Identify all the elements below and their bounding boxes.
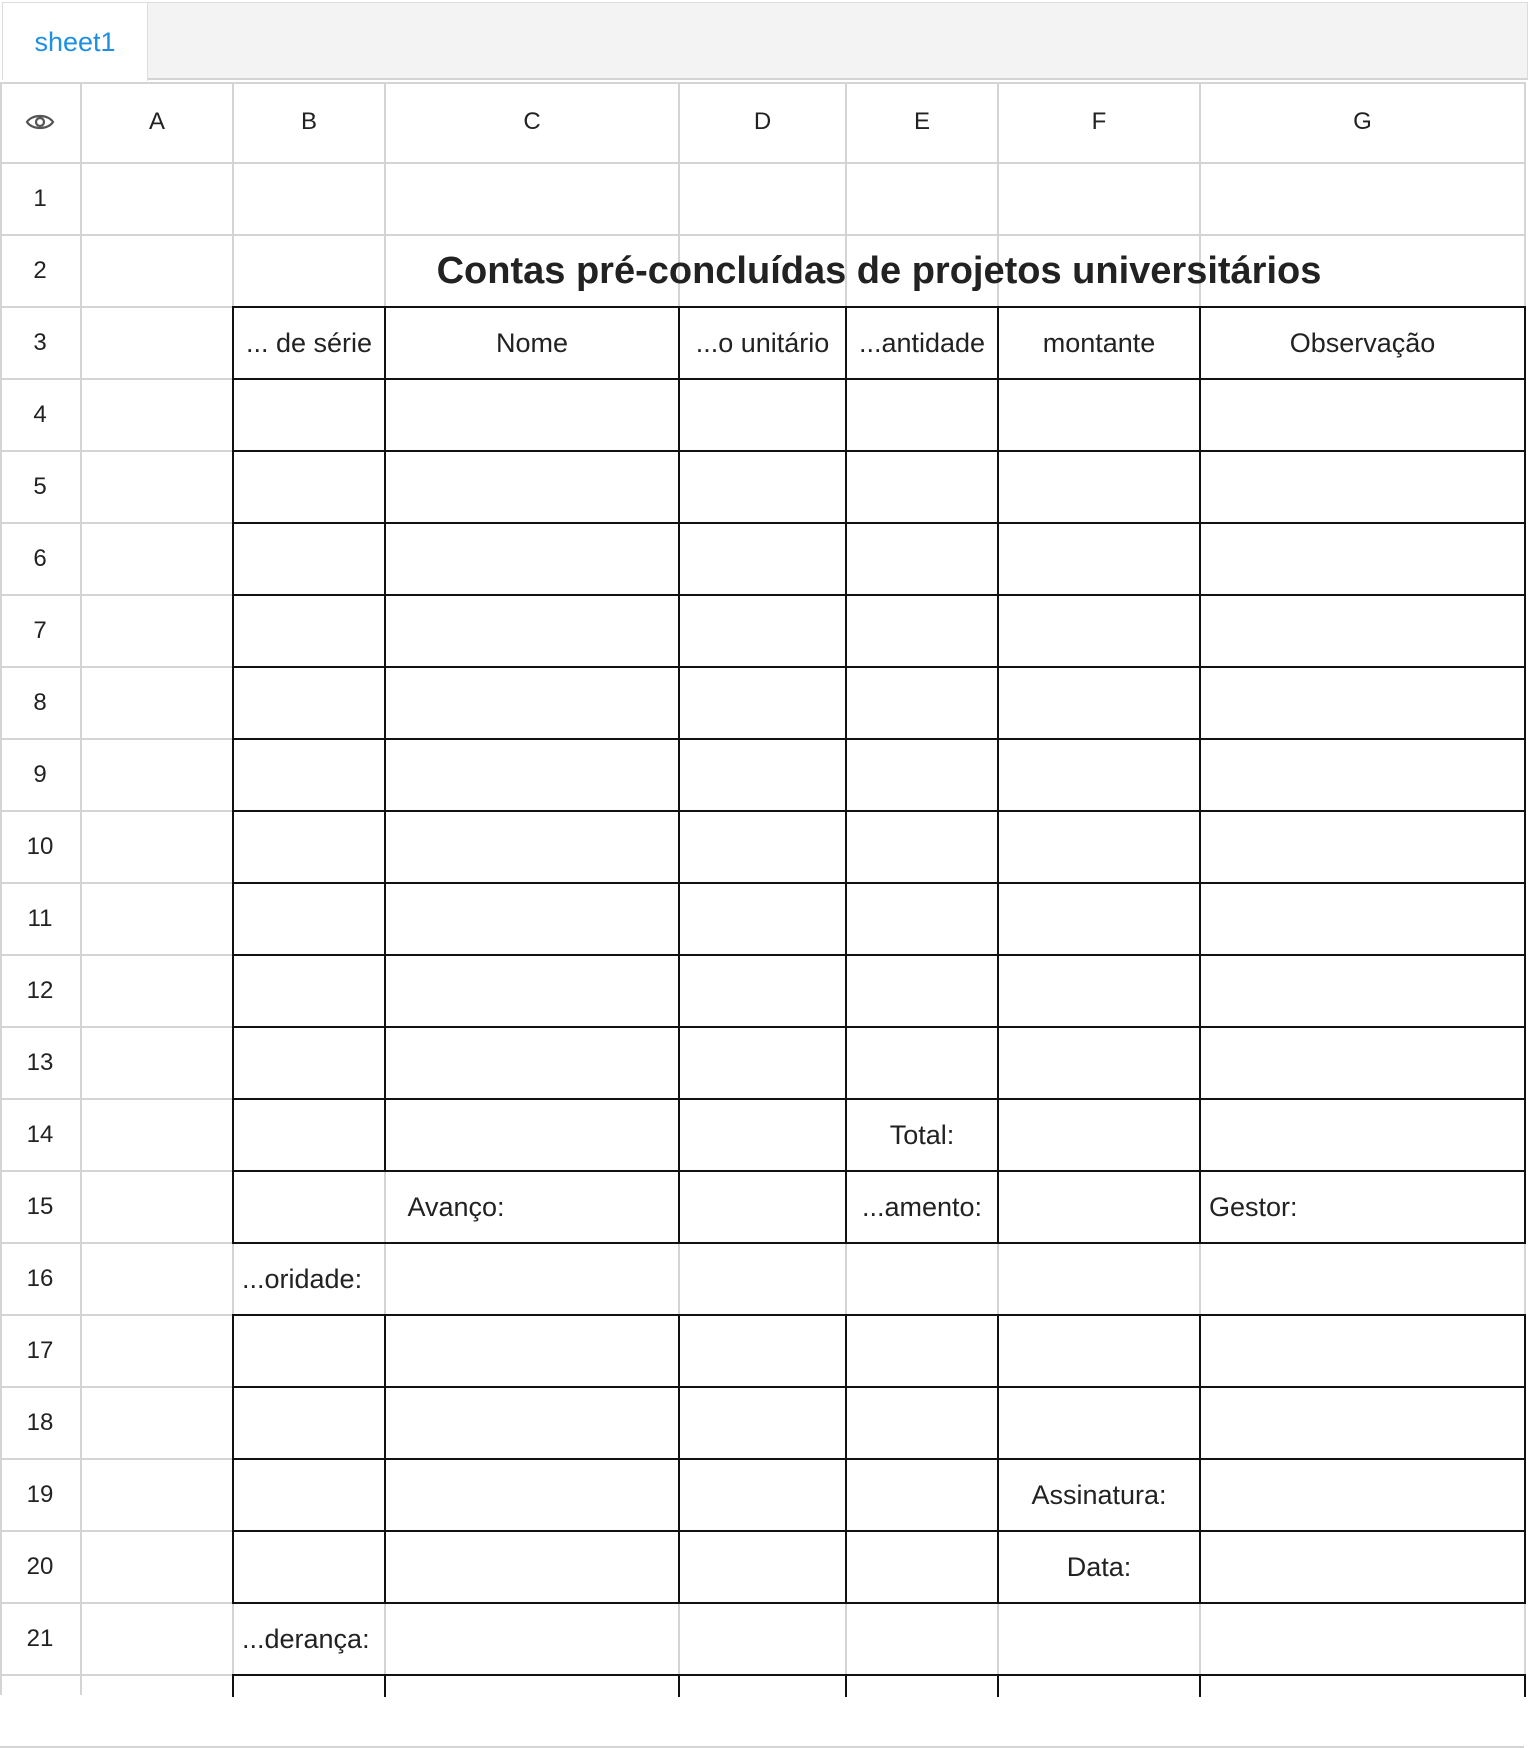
- row-header-16[interactable]: 16: [2, 1244, 78, 1314]
- table-border-v: [678, 306, 680, 1100]
- row-header-7[interactable]: 7: [2, 596, 78, 666]
- row-header-11[interactable]: 11: [2, 884, 78, 954]
- label-avanco[interactable]: Avanço:: [407, 1191, 505, 1222]
- grid-line-v: [80, 82, 82, 1695]
- table-border-v: [384, 306, 386, 1100]
- table-border-v: [997, 1674, 999, 1697]
- label-total[interactable]: Total:: [889, 1119, 955, 1150]
- row-header-20[interactable]: 20: [2, 1532, 78, 1602]
- label-lideranca[interactable]: ...derança:: [242, 1623, 370, 1654]
- column-header-g[interactable]: G: [1201, 84, 1524, 160]
- column-header-c[interactable]: C: [386, 84, 678, 160]
- row-header-14[interactable]: 14: [2, 1100, 78, 1170]
- row-header-13[interactable]: 13: [2, 1028, 78, 1098]
- header-observacao[interactable]: Observação: [1289, 327, 1436, 358]
- table-border-h: [232, 378, 1526, 380]
- table-border-h: [232, 1674, 1526, 1676]
- label-gestor[interactable]: Gestor:: [1209, 1191, 1298, 1222]
- row-header-9[interactable]: 9: [2, 740, 78, 810]
- table-border-h: [232, 1458, 1526, 1460]
- table-border-v: [1199, 1098, 1201, 1172]
- header-preco-unitario[interactable]: ...o unitário: [695, 327, 830, 358]
- row-header-6[interactable]: 6: [2, 524, 78, 594]
- table-border-v: [678, 1314, 680, 1604]
- table-border-h: [232, 594, 1526, 596]
- column-header-f[interactable]: F: [999, 84, 1199, 160]
- table-border-h: [232, 954, 1526, 956]
- table-border-h: [232, 1602, 1526, 1604]
- sheet-tab-sheet1[interactable]: sheet1: [3, 3, 148, 81]
- table-border-v: [678, 1170, 680, 1244]
- table-border-v: [845, 306, 847, 1100]
- eye-icon: [25, 112, 55, 132]
- table-border-h: [232, 1314, 1526, 1316]
- table-border-v: [384, 1314, 386, 1604]
- row-header-18[interactable]: 18: [2, 1388, 78, 1458]
- column-header-b[interactable]: B: [234, 84, 384, 160]
- toggle-visibility-button[interactable]: [0, 82, 80, 162]
- label-data[interactable]: Data:: [1066, 1551, 1132, 1582]
- column-header-e[interactable]: E: [847, 84, 997, 160]
- table-border-v: [845, 1674, 847, 1697]
- label-assinatura[interactable]: Assinatura:: [1031, 1479, 1167, 1510]
- row-header-4[interactable]: 4: [2, 380, 78, 450]
- header-nome[interactable]: Nome: [495, 327, 569, 358]
- row-header-3[interactable]: 3: [2, 308, 78, 378]
- column-header-a[interactable]: A: [82, 84, 232, 160]
- table-border-v: [1199, 1674, 1201, 1697]
- row-header-5[interactable]: 5: [2, 452, 78, 522]
- table-border-v: [1524, 1674, 1526, 1697]
- table-border-h: [232, 810, 1526, 812]
- table-border-v: [845, 1314, 847, 1604]
- row-header-19[interactable]: 19: [2, 1460, 78, 1530]
- table-border-h: [232, 1242, 1526, 1244]
- row-header-1[interactable]: 1: [2, 164, 78, 234]
- table-border-v: [1199, 1314, 1201, 1604]
- table-border-v: [678, 1674, 680, 1697]
- row-header-21[interactable]: 21: [2, 1604, 78, 1674]
- table-border-h: [232, 1386, 1526, 1388]
- table-border-v: [232, 1098, 234, 1172]
- label-prioridade[interactable]: ...oridade:: [242, 1263, 363, 1294]
- header-quantidade[interactable]: ...antidade: [858, 327, 986, 358]
- table-border-v: [1524, 306, 1526, 1100]
- row-header-12[interactable]: 12: [2, 956, 78, 1026]
- table-border-h: [232, 1530, 1526, 1532]
- table-border-h: [232, 882, 1526, 884]
- table-border-h: [232, 450, 1526, 452]
- row-header-15[interactable]: 15: [2, 1172, 78, 1242]
- row-header-10[interactable]: 10: [2, 812, 78, 882]
- column-header-d[interactable]: D: [680, 84, 845, 160]
- table-border-v: [232, 1674, 234, 1697]
- table-border-v: [1524, 1170, 1526, 1244]
- row-header-17[interactable]: 17: [2, 1316, 78, 1386]
- header-serial-number[interactable]: ... de série: [245, 327, 373, 358]
- table-border-v: [997, 1098, 999, 1172]
- table-border-h: [232, 738, 1526, 740]
- row-header-2[interactable]: 2: [2, 236, 78, 306]
- grid-line-h: [0, 162, 1524, 164]
- table-border-v: [232, 306, 234, 1100]
- table-border-h: [232, 1026, 1526, 1028]
- table-border-v: [997, 306, 999, 1100]
- table-border-v: [997, 1170, 999, 1244]
- table-border-h: [232, 666, 1526, 668]
- table-border-v: [384, 1098, 386, 1172]
- table-border-v: [384, 1674, 386, 1697]
- table-border-v: [232, 1314, 234, 1604]
- sheet-title[interactable]: Contas pré-concluídas de projetos universitários: [436, 249, 1322, 292]
- row-header-8[interactable]: 8: [2, 668, 78, 738]
- table-border-v: [1524, 1098, 1526, 1172]
- table-border-h: [232, 522, 1526, 524]
- label-orcamento[interactable]: ...amento:: [861, 1191, 983, 1222]
- header-montante[interactable]: montante: [1042, 327, 1156, 358]
- table-border-v: [678, 1098, 680, 1172]
- table-border-v: [1524, 1314, 1526, 1604]
- table-border-v: [1199, 306, 1201, 1100]
